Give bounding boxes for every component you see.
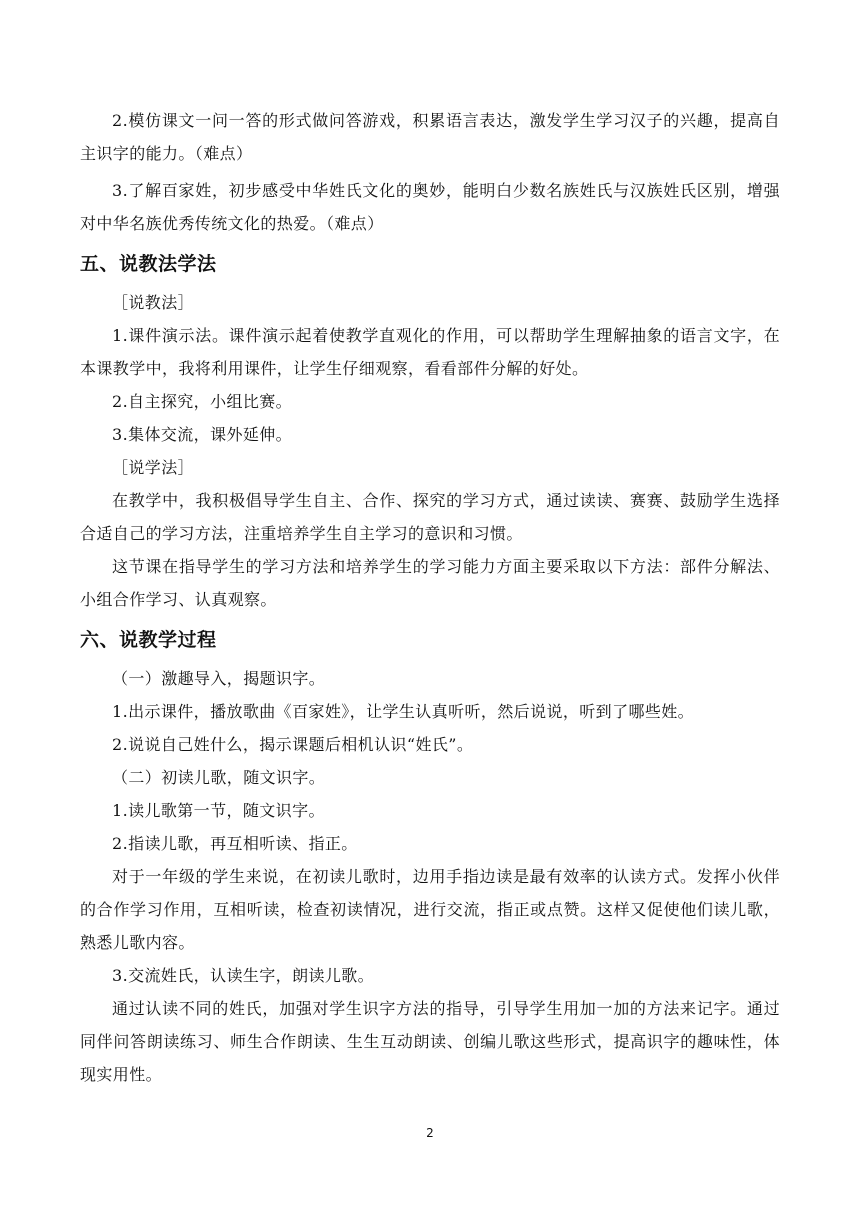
paragraph: 对于一年级的学生来说，在初读儿歌时，边用手指边读是最有效率的认读方式。发挥小伙伴的合作学习作用，互相听读，检查初读情况，进行交流，指正或点赞。这样又促使他们读儿歌，熟悉儿歌内容。 xyxy=(80,867,780,952)
subheading: ［说教法］ xyxy=(112,293,195,312)
paragraph: 1.课件演示法。课件演示起着使教学直观化的作用，可以帮助学生理解抽象的语言文字，在本课教学中，我将利用课件，让学生仔细观察，看看部件分解的好处。 xyxy=(80,326,780,378)
section-heading: 五、说教法学法 xyxy=(80,253,217,275)
section-heading: 六、说教学过程 xyxy=(80,629,217,651)
paragraph: 2.说说自己姓什么，揭示课题后相机认识“姓氏”。 xyxy=(112,735,474,754)
page-number: 2 xyxy=(426,1126,434,1140)
paragraph: 1.读儿歌第一节，随文识字。 xyxy=(112,801,325,820)
subheading: （一）激趣导入，揭题识字。 xyxy=(112,669,326,688)
page-content xyxy=(80,104,780,1091)
paragraph: 这节课在指导学生的学习方法和培养学生的学习能力方面主要采取以下方法：部件分解法、小组合作学习、认真观察。 xyxy=(80,557,780,609)
paragraph: 1.出示课件，播放歌曲《百家姓》，让学生认真听听，然后说说，听到了哪些姓。 xyxy=(112,702,695,721)
paragraph: 通过认读不同的姓氏，加强对学生识字方法的指导，引导学生用加一加的方法来记字。通过同伴问答朗读练习、师生合作朗读、生生互动朗读、创编儿歌这些形式，提高识字的趣味性，体现实用性。 xyxy=(80,999,780,1084)
paragraph: 2.指读儿歌，再互相听读、指正。 xyxy=(112,834,358,853)
paragraph: 在教学中，我积极倡导学生自主、合作、探究的学习方式，通过读读、赛赛、鼓励学生选择合适自己的学习方法，注重培养学生自主学习的意识和习惯。 xyxy=(80,491,780,543)
paragraph: 3.交流姓氏，认读生字，朗读儿歌。 xyxy=(112,966,375,985)
paragraph: 2.自主探究，小组比赛。 xyxy=(112,392,293,411)
subheading: ［说学法］ xyxy=(112,458,195,477)
subheading: （二）初读儿歌，随文识字。 xyxy=(112,768,326,787)
paragraph: 3.集体交流，课外延伸。 xyxy=(112,425,293,444)
paragraph: 2.模仿课文一问一答的形式做问答游戏，积累语言表达，激发学生学习汉子的兴趣，提高自主识字的能力。（难点） xyxy=(80,111,780,163)
paragraph: 3.了解百家姓，初步感受中华姓氏文化的奥妙，能明白少数名族姓氏与汉族姓氏区别，增强对中华名族优秀传统文化的热爱。（难点） xyxy=(80,181,780,233)
